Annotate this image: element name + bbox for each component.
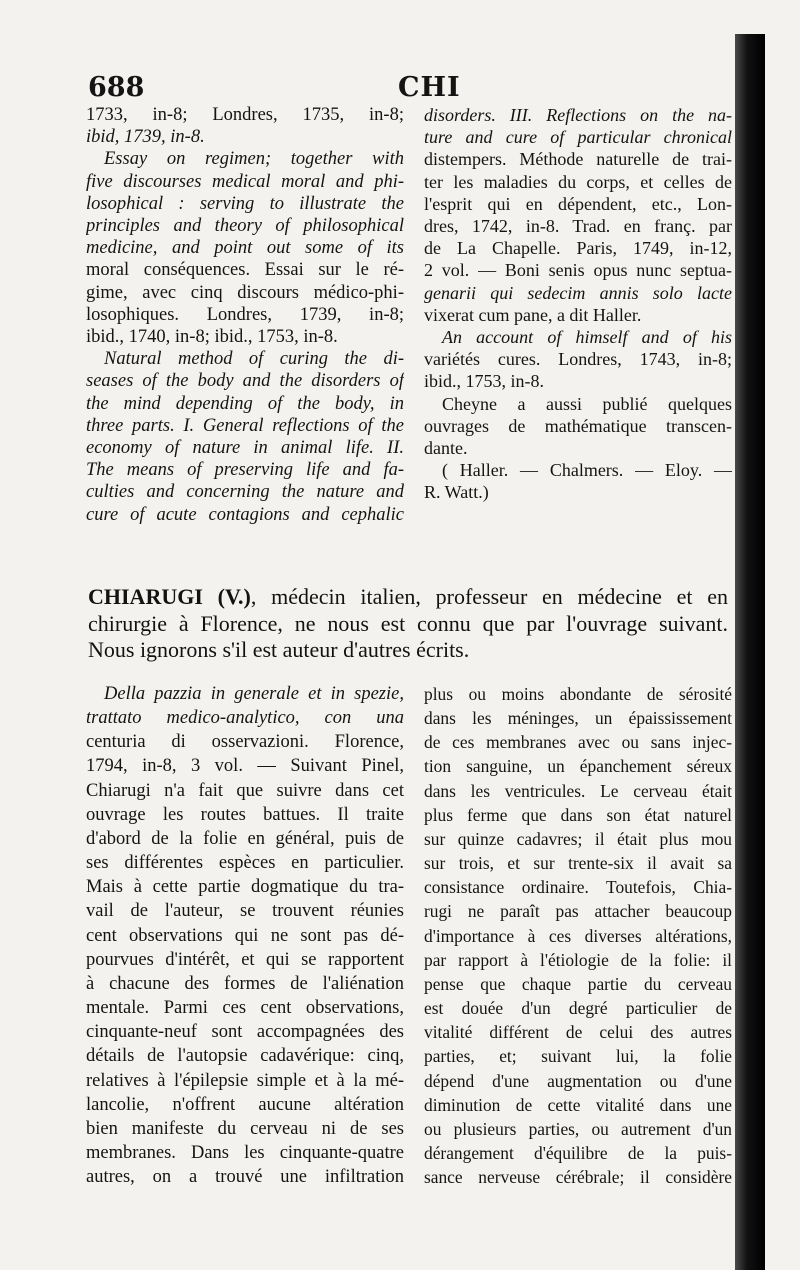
text-line: bien manifeste du cerveau ni de ses (86, 1118, 404, 1139)
text-line: ibid., 1740, in-8; ibid., 1753, in-8. (86, 327, 338, 348)
italic-text: ibid, 1739, in-8. (86, 127, 205, 148)
paragraph (424, 459, 732, 503)
text-line: 2 vol. — Boni senis opus nunc septua- (424, 260, 732, 281)
text-line: ouvrages de mathématique transcen- (424, 415, 732, 436)
italic-text: principles and theory of philosophical (86, 216, 404, 237)
text-line (86, 348, 404, 370)
text-line: lancolie, n'offrent aucune altération (86, 1094, 404, 1115)
text-line (424, 104, 732, 126)
paragraph (424, 104, 732, 326)
entry-heading-line (88, 584, 728, 611)
text-line: plus ou moins abondante de sérosité (424, 684, 732, 704)
text-line (424, 326, 732, 348)
entry-heading-line: Nous ignorons s'il est auteur d'autres écrits. (88, 637, 470, 663)
text-line: Cheyne a aussi publié quelques (442, 393, 732, 414)
text-line: à chacune des formes de l'aliénation (86, 973, 404, 994)
text-line (86, 215, 404, 237)
text-line: est douée d'un degré particulier de (424, 998, 732, 1019)
text-line: vitalité différent de celui des autres (424, 1022, 732, 1043)
italic-text: ture and cure of particular chronical (424, 127, 732, 148)
text-line: centuria di osservazioni. Florence, (86, 732, 404, 753)
text-line: détails de l'autopsie cadavérique: cinq, (86, 1046, 404, 1067)
text-line: dans les méninges, un épaississement (424, 708, 732, 729)
text-line: plus ferme que dans son état naturel (424, 804, 732, 825)
text-line: d'abord de la folie en général, puis de (86, 828, 404, 849)
italic-text: economy of nature in animal life. II. (86, 438, 404, 459)
text-line: Chiarugi n'a fait que suivre dans cet (86, 780, 404, 801)
bottom-right-column (424, 682, 732, 1189)
text-line: dres, 1742, in-8. Trad. en franç. par (424, 216, 732, 237)
text-line: cent observations qui ne sont pas dé- (86, 925, 404, 946)
paragraph (424, 326, 732, 393)
text-line: sur trois, et sur trente-six il avait sa (424, 853, 732, 874)
text-line (86, 481, 404, 503)
text-line: membranes. Dans les cinquante-quatre (86, 1142, 404, 1163)
paragraph (86, 348, 404, 526)
text-line: rugi ne paraît pas attacher beaucoup (424, 901, 732, 922)
bottom-left-column (86, 682, 404, 1189)
text-line: cinquante-neuf sont accompagnées des (86, 1022, 404, 1043)
text-line: dérangement d'équilibre de la puis- (424, 1142, 732, 1163)
text-line: autres, on a trouvé une infiltration (86, 1167, 404, 1188)
text-line: ses différentes espèces en particulier. (86, 853, 404, 874)
text-line (86, 415, 404, 437)
text-line (86, 504, 404, 526)
text-line: gime, avec cinq discours médico-phi- (86, 282, 404, 303)
text-line (86, 459, 404, 481)
text-line (86, 237, 404, 259)
italic-text: disorders. III. Reflections on the na- (424, 105, 732, 125)
italic-text: the mind depending of the body, in (86, 393, 404, 414)
text-line: par rapport à l'étiologie de la folie: il (424, 949, 732, 970)
page-number: 688 (88, 72, 145, 103)
text-line: distempers. Méthode naturelle de trai- (424, 149, 732, 170)
italic-text: The means of preserving life and fa- (86, 460, 404, 481)
text-line: de ces membranes avec ou sans injec- (424, 732, 732, 753)
text-line: vixerat cum pane, a dit Haller. (424, 304, 642, 325)
italic-text: five discourses medical moral and phi- (86, 171, 404, 192)
text-line: parties, et; suivant lui, la folie (424, 1046, 732, 1067)
text-line: ou plusieurs parties, ou autrement d'un (424, 1118, 732, 1139)
text-line: de La Chapelle. Paris, 1749, in-12, (424, 238, 732, 259)
text-line (86, 370, 404, 392)
italic-text: medicine, and point out some of its (86, 238, 404, 259)
text-line: losophiques. Londres, 1739, in-8; (86, 304, 404, 325)
text-line (86, 682, 404, 706)
top-left-column (86, 104, 404, 526)
text-line: R. Watt.) (424, 482, 489, 503)
text-line: dante. (424, 438, 468, 459)
text-line: dépend d'une augmentation ou d'une (424, 1070, 732, 1091)
text-line: consistance ordinaire. Toutefois, Chia- (424, 877, 732, 898)
text-line (424, 126, 732, 148)
italic-text: cure of acute contagions and cephalic (86, 504, 404, 525)
italic-text: genarii qui sedecim annis solo lacte (424, 282, 732, 303)
paragraph (86, 148, 404, 348)
italic-text: culties and concerning the nature and (86, 482, 404, 503)
text-line: mentale. Parmi ces cent observations, (86, 998, 404, 1019)
text-line: Mais à cette partie dogmatique du tra- (86, 877, 404, 898)
text-line: relatives à l'épilepsie simple et à la mé- (86, 1070, 404, 1091)
text-line: pourvues d'intérêt, et qui se rapportent (86, 949, 404, 970)
italic-text: Della pazzia in generale et in spezie, (104, 684, 404, 704)
text-line: ibid., 1753, in-8. (424, 371, 544, 392)
paragraph (424, 393, 732, 460)
italic-text: Natural method of curing the di- (104, 349, 404, 370)
italic-text: three parts. I. General reflections of the (86, 415, 404, 436)
text-line (86, 706, 404, 730)
binding-shadow (735, 34, 765, 1270)
text-line: vail de l'auteur, se trouvent réunies (86, 901, 404, 922)
text-line: pense que chaque partie du cerveau (424, 973, 732, 994)
running-title: CHI (398, 72, 461, 103)
text-line: variétés cures. Londres, 1743, in-8; (424, 349, 732, 370)
italic-text: trattato medico-analytico, con una (86, 708, 404, 729)
text-line (86, 393, 404, 415)
text-line (86, 193, 404, 215)
text-line (86, 148, 404, 170)
italic-text: seases of the body and the disorders of (86, 371, 404, 392)
text-line (86, 171, 404, 193)
text-line (424, 282, 732, 304)
text-line (86, 126, 404, 148)
text-line: diminution de cette vitalité dans une (424, 1094, 732, 1115)
italic-text: losophical : serving to illustrate the (86, 193, 404, 214)
text-line: sance nerveuse cérébrale; il considère (424, 1167, 732, 1188)
entry-heading (88, 584, 728, 664)
entry-heading-line: chirurgie à Florence, ne nous est connu que par l'ouvrage suivant. (88, 610, 728, 636)
text-line: ( Haller. — Chalmers. — Eloy. — (442, 460, 732, 481)
italic-text: An account of himself and of his (442, 327, 732, 348)
text-line: tion sanguine, un épanchement séreux (424, 756, 732, 777)
paragraph (86, 104, 404, 148)
text-line: l'esprit qui en dépendent, etc., Lon- (424, 193, 732, 214)
text-line: d'importance à ces diverses altérations, (424, 925, 732, 946)
text-line: ouvrage les routes battues. Il traite (86, 804, 404, 825)
text-line (86, 437, 404, 459)
top-right-column (424, 104, 732, 504)
text-line: dans les ventricules. Le cerveau était (424, 780, 732, 801)
text-line: 1794, in-8, 3 vol. — Suivant Pinel, (86, 756, 404, 777)
text-line: 1733, in-8; Londres, 1735, in-8; (86, 105, 404, 125)
text-line: moral conséquences. Essai sur le ré- (86, 260, 404, 281)
text-line: ter les maladies du corps, et celles de (424, 171, 732, 192)
italic-text: Essay on regimen; together with (104, 149, 404, 170)
entry-heading-text: , médecin italien, professeur en médecine et en (250, 584, 728, 609)
entry-name: CHIARUGI (V.) (88, 584, 251, 609)
text-line: sur quinze cadavres; il était plus mou (424, 828, 732, 849)
